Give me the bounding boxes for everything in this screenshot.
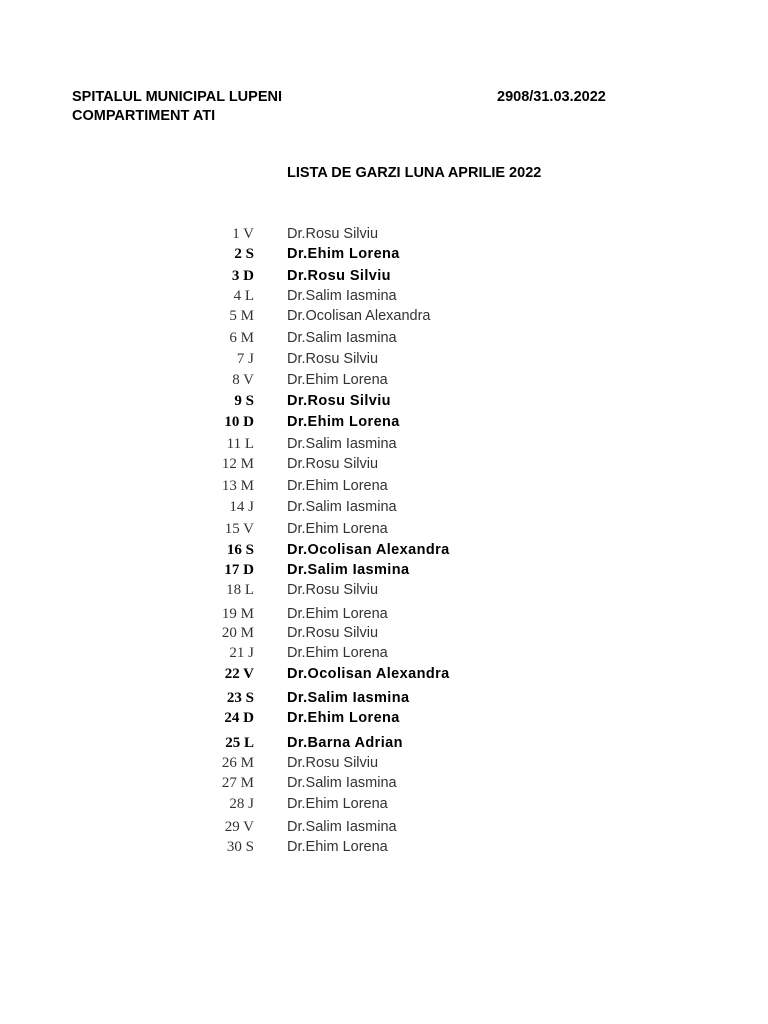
- roster-doctor: Dr.Rosu Silviu: [287, 456, 379, 472]
- roster-row: [200, 773, 620, 793]
- roster-day: 4 L: [233, 288, 254, 304]
- roster-doctor: Dr.Ehim Lorena: [287, 246, 400, 262]
- roster-doctor: Dr.Ehim Lorena: [287, 796, 388, 812]
- roster-day: 5 M: [229, 308, 254, 324]
- roster-day: 30 S: [226, 839, 254, 855]
- roster-day: 16 S: [226, 542, 254, 558]
- roster-day: 26 M: [221, 755, 254, 771]
- roster-doctor: Dr.Rosu Silviu: [287, 351, 379, 367]
- roster-row: [200, 643, 620, 663]
- roster-doctor: Dr.Ocolisan Alexandra: [287, 666, 450, 682]
- roster-day: 29 V: [224, 819, 254, 835]
- roster-doctor: Dr.Rosu Silviu: [287, 582, 379, 598]
- roster-day: 15 V: [224, 521, 254, 537]
- roster-row: [200, 794, 620, 814]
- roster-doctor: Dr.Ehim Lorena: [287, 710, 400, 726]
- roster-day: 11 L: [226, 436, 254, 452]
- roster-day: 7 J: [236, 351, 254, 367]
- roster-row: [200, 391, 620, 411]
- roster-doctor: Dr.Salim Iasmina: [287, 436, 397, 452]
- roster-day: 2 S: [234, 246, 254, 262]
- reference-number: 2908/31.03.2022: [497, 89, 606, 105]
- roster-row: [200, 434, 620, 454]
- roster-doctor: Dr.Salim Iasmina: [287, 690, 410, 706]
- roster-doctor: Dr.Ehim Lorena: [287, 521, 388, 537]
- roster-day: 17 D: [224, 562, 254, 578]
- roster-row: [200, 306, 620, 326]
- roster-row: [200, 560, 620, 580]
- roster-doctor: Dr.Ehim Lorena: [287, 606, 388, 622]
- roster-row: [200, 244, 620, 264]
- roster-row: [200, 688, 620, 708]
- roster-doctor: Dr.Ehim Lorena: [287, 478, 388, 494]
- roster-day: 18 L: [226, 582, 254, 598]
- roster-doctor: Dr.Salim Iasmina: [287, 819, 397, 835]
- roster-day: 23 S: [226, 690, 254, 706]
- roster-day: 28 J: [229, 796, 254, 812]
- roster-row: [200, 328, 620, 348]
- roster-row: [200, 497, 620, 517]
- roster-doctor: Dr.Ehim Lorena: [287, 645, 388, 661]
- roster-doctor: Dr.Salim Iasmina: [287, 562, 410, 578]
- roster-doctor: Dr.Salim Iasmina: [287, 499, 397, 515]
- roster-day: 8 V: [232, 372, 254, 388]
- roster-day: 24 D: [224, 710, 254, 726]
- roster-day: 14 J: [229, 499, 254, 515]
- roster-row: [200, 454, 620, 474]
- roster-row: [200, 708, 620, 728]
- roster-row: [200, 837, 620, 857]
- hospital-name: SPITALUL MUNICIPAL LUPENI: [72, 89, 282, 105]
- roster-doctor: Dr.Rosu Silviu: [287, 226, 379, 242]
- roster-row: [200, 623, 620, 643]
- roster-doctor: Dr.Barna Adrian: [287, 735, 403, 751]
- roster-row: [200, 349, 620, 369]
- roster-row: [200, 286, 620, 306]
- roster-day: 25 L: [225, 735, 254, 751]
- roster-row: [200, 664, 620, 684]
- roster-row: [200, 817, 620, 837]
- roster-doctor: Dr.Salim Iasmina: [287, 288, 397, 304]
- roster-row: [200, 224, 620, 244]
- roster-doctor: Dr.Rosu Silviu: [287, 625, 379, 641]
- roster-day: 22 V: [224, 666, 254, 682]
- roster-doctor: Dr.Salim Iasmina: [287, 775, 397, 791]
- roster-day: 27 M: [221, 775, 254, 791]
- roster-day: 9 S: [234, 393, 254, 409]
- roster-day: 21 J: [229, 645, 254, 661]
- roster-doctor: Dr.Ocolisan Alexandra: [287, 542, 450, 558]
- roster-doctor: Dr.Ehim Lorena: [287, 414, 400, 430]
- roster-row: [200, 540, 620, 560]
- roster-row: [200, 266, 620, 286]
- roster-doctor: Dr.Rosu Silviu: [287, 393, 391, 409]
- roster-day: 10 D: [224, 414, 254, 430]
- roster-doctor: Dr.Salim Iasmina: [287, 330, 397, 346]
- roster-day: 20 M: [221, 625, 254, 641]
- roster-doctor: Dr.Rosu Silviu: [287, 755, 379, 771]
- roster-day: 19 M: [221, 606, 254, 622]
- roster-row: [200, 753, 620, 773]
- document-title: LISTA DE GARZI LUNA APRILIE 2022: [287, 165, 542, 181]
- roster-row: [200, 604, 620, 624]
- roster-doctor: Dr.Ehim Lorena: [287, 839, 388, 855]
- roster-row: [200, 519, 620, 539]
- roster-doctor: Dr.Ehim Lorena: [287, 372, 388, 388]
- roster-day: 13 M: [221, 478, 254, 494]
- roster-day: 6 M: [229, 330, 254, 346]
- roster-day: 1 V: [232, 226, 254, 242]
- roster-day: 3 D: [231, 268, 254, 284]
- roster-row: [200, 370, 620, 390]
- roster-doctor: Dr.Ocolisan Alexandra: [287, 308, 431, 324]
- department-name: COMPARTIMENT ATI: [72, 108, 216, 124]
- roster-doctor: Dr.Rosu Silviu: [287, 268, 391, 284]
- roster-row: [200, 476, 620, 496]
- roster-row: [200, 580, 620, 600]
- roster-row: [200, 733, 620, 753]
- roster-day: 12 M: [221, 456, 254, 472]
- roster-row: [200, 412, 620, 432]
